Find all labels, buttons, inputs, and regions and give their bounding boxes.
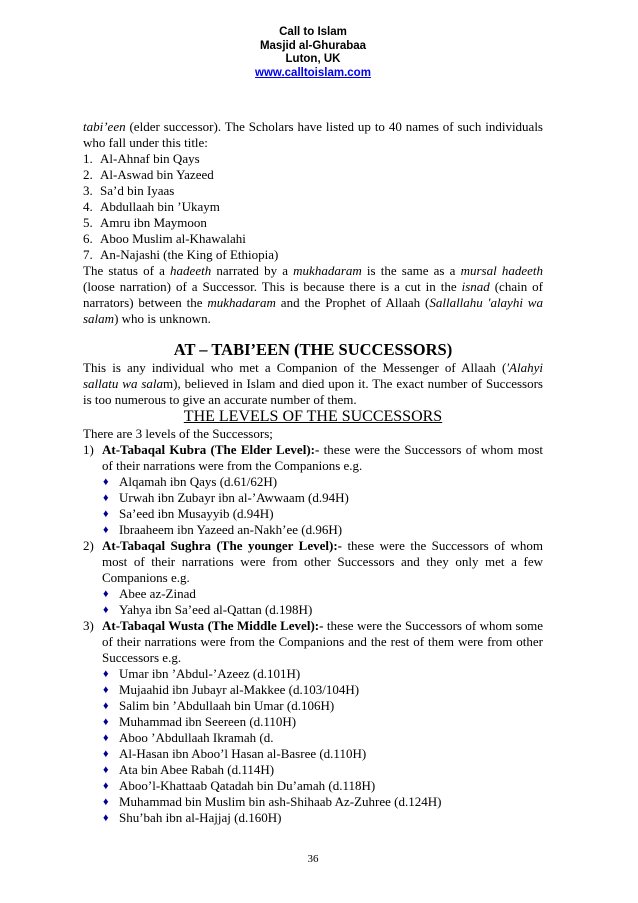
diamond-bullet-icon: ♦ xyxy=(103,524,109,536)
levels-intro: There are 3 levels of the Successors; xyxy=(83,426,273,441)
header-mosque: Masjid al-Ghurabaa xyxy=(259,39,367,52)
bullet-item: ♦ Aboo’l-Khattaab Qatadah bin Du’amah (d.118H) xyxy=(103,778,376,793)
bullet-item: ♦ Yahya ibn Sa’eed al-Qattan (d.198H) xyxy=(103,602,313,617)
diamond-bullet-icon: ♦ xyxy=(103,492,109,504)
header-website-link[interactable]: www.calltoislam.com xyxy=(255,66,371,79)
document-body xyxy=(83,119,543,826)
list-item: 1. Al-Ahnaf bin Qays xyxy=(83,151,200,166)
bullet-item: ♦ Alqamah ibn Qays (d.61/62H) xyxy=(103,474,278,489)
intro-paragraph xyxy=(83,119,543,151)
bullet-item: ♦ Mujaahid ibn Jubayr al-Makkee (d.103/104H) xyxy=(103,682,360,697)
level-title: At-Tabaqal Wusta (The Middle Level):- xyxy=(102,618,324,633)
diamond-bullet-icon: ♦ xyxy=(103,780,109,792)
names-list xyxy=(83,151,543,263)
level-description: these were the Successors of whom some of their narrations were from the Companions and the rest of them were from other Successors e.g. xyxy=(102,618,543,665)
level-description: these were the Successors of whom most of their narrations were from the Companions e.g. xyxy=(102,442,543,473)
level-title: At-Tabaqal Kubra (The Elder Level):- xyxy=(102,442,320,457)
bullet-item: ♦ Aboo ’Abdullaah Ikramah (d. xyxy=(103,730,274,745)
header-title: Call to Islam xyxy=(279,26,347,38)
bullet-item: ♦ Sa’eed ibn Musayyib (d.94H) xyxy=(103,506,274,521)
level-item xyxy=(83,442,543,538)
diamond-bullet-icon: ♦ xyxy=(103,748,109,760)
bullet-item: ♦ Ata bin Abee Rabah (d.114H) xyxy=(103,762,275,777)
bullet-item: ♦ Urwah ibn Zubayr ibn al-’Awwaam (d.94H) xyxy=(103,490,349,505)
bullet-item: ♦ Umar ibn ’Abdul-’Azeez (d.101H) xyxy=(103,666,301,681)
page-number: 36 xyxy=(307,853,319,865)
level-number: 2) xyxy=(83,538,94,553)
list-item: 6. Aboo Muslim al-Khawalahi xyxy=(83,231,246,246)
definition-paragraph: This is any individual who met a Companion of the Messenger of Allaah ('Alahyi sallatu wa salam), believed in Islam and died upon it. The exact number of Successors is too numerous to give an accurate number of them. xyxy=(83,360,543,407)
diamond-bullet-icon: ♦ xyxy=(103,668,109,680)
level-number: 1) xyxy=(83,442,94,457)
bullet-item: ♦ Muhammad ibn Seereen (d.110H) xyxy=(103,714,297,729)
level-number: 3) xyxy=(83,618,94,633)
intro-term: tabi’een xyxy=(83,119,126,134)
subsection-heading: THE LEVELS OF THE SUCCESSORS xyxy=(183,408,443,425)
diamond-bullet-icon: ♦ xyxy=(103,684,109,696)
diamond-bullet-icon: ♦ xyxy=(103,476,109,488)
header-location: Luton, UK xyxy=(285,53,341,65)
list-item: 3. Sa’d bin Iyaas xyxy=(83,183,175,198)
status-paragraph: The status of a hadeeth narrated by a mukhadaram is the same as a mursal hadeeth (loose narration) of a Successor. This is because there is a cut in the isnad (chain of narrators) between the mukhadaram and the Prophet of Allaah (Sallallahu 'alayhi wa salam) who is unknown. xyxy=(83,263,544,326)
list-item: 7. An-Najashi (the King of Ethiopia) xyxy=(83,247,279,262)
section-heading: AT – TABI’EEN (THE SUCCESSORS) xyxy=(173,340,453,359)
page-header xyxy=(83,26,543,80)
diamond-bullet-icon: ♦ xyxy=(103,812,109,824)
bullet-item: ♦ Al-Hasan ibn Aboo’l Hasan al-Basree (d.110H) xyxy=(103,746,367,761)
diamond-bullet-icon: ♦ xyxy=(103,508,109,520)
diamond-bullet-icon: ♦ xyxy=(103,604,109,616)
list-item: 4. Abdullaah bin ’Ukaym xyxy=(83,199,220,214)
bullet-item: ♦ Muhammad bin Muslim bin ash-Shihaab Az-Zuhree (d.124H) xyxy=(103,794,442,809)
bullet-item: ♦ Ibraaheem ibn Yazeed an-Nakh’ee (d.96H) xyxy=(103,522,343,537)
bullet-item: ♦ Shu’bah ibn al-Hajjaj (d.160H) xyxy=(103,810,282,825)
diamond-bullet-icon: ♦ xyxy=(103,588,109,600)
level-item xyxy=(83,618,543,826)
level-description: these were the Successors of whom most of their narrations were from other Successors and they only met a few Companions e.g. xyxy=(102,538,543,585)
diamond-bullet-icon: ♦ xyxy=(103,700,109,712)
diamond-bullet-icon: ♦ xyxy=(103,716,109,728)
list-item: 5. Amru ibn Maymoon xyxy=(83,215,207,230)
level-title: At-Tabaqal Sughra (The younger Level):- xyxy=(102,538,342,553)
diamond-bullet-icon: ♦ xyxy=(103,732,109,744)
list-item: 2. Al-Aswad bin Yazeed xyxy=(83,167,214,182)
diamond-bullet-icon: ♦ xyxy=(103,764,109,776)
level-item xyxy=(83,538,543,618)
intro-text: (elder successor). The Scholars have listed up to 40 names of such individuals who fall under this title: xyxy=(83,119,543,150)
bullet-item: ♦ Abee az-Zinad xyxy=(103,586,196,601)
bullet-item: ♦ Salim bin ’Abdullaah bin Umar (d.106H) xyxy=(103,698,335,713)
diamond-bullet-icon: ♦ xyxy=(103,796,109,808)
